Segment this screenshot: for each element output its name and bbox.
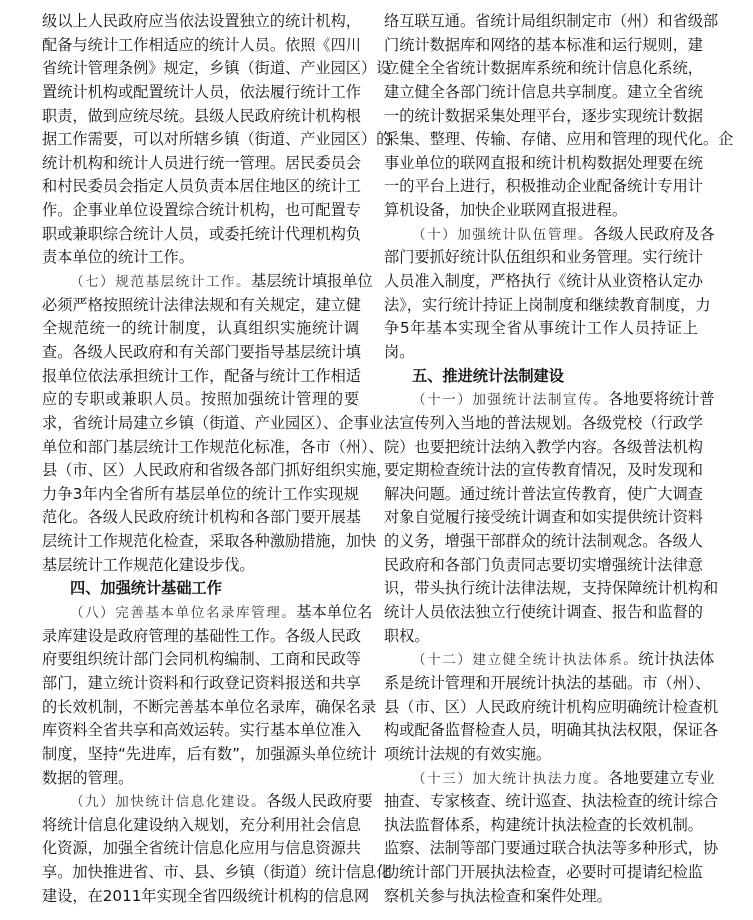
text-line [42,767,359,791]
line-text: 事业单位的联网直报和统计机构数据处理要在统 [384,153,703,172]
line-text: 建立健全各部门统计信息共享制度。建立全省统 [384,82,703,101]
line-text: 求，省统计局建立乡镇（街道、产业园区）、企事业 [42,413,384,432]
paragraph [384,223,715,365]
text-line [384,743,698,767]
text-line [384,128,734,152]
line-text: 责本单位的统计工作。 [42,248,194,267]
left-column [42,10,392,908]
line-text: 单位和部门基层统计工作规范化标准，各市（州）、 [42,437,384,456]
text-line [384,672,711,696]
line-text: 录库建设是政府管理的基础性工作。各级人民政 [42,626,361,645]
section-heading: 四、加强统计基础工作 [70,579,222,598]
text-line [384,412,703,436]
line-text: 络互联互通。省统计局组织制定市（州）和省级部 [384,12,719,30]
line-text: 基层统计填报单位 [251,272,373,291]
line-text: 库资料全省共享和高效运转。实行基本单位准入 [42,721,361,740]
line-text: 必须严格按照统计法律法规和有关规定，建立健 [42,295,361,314]
text-line [384,885,698,909]
text-line [42,436,384,460]
text-line [384,506,703,530]
line-text: 院）也要把统计法纳入教学内容。各级普法机构 [384,437,703,456]
text-line [384,767,715,791]
line-text: 系是统计管理和开展统计执法的基础。市（州）、 [384,673,711,692]
line-text: 报单位依法承担统计工作，配备与统计工作相适 [42,366,361,385]
line-text: 据工作需要，可以对所辖乡镇（街道、产业园区）的 [42,130,392,149]
line-text: 一的平台上进行，积极推动企业配备统计专用计 [384,177,703,196]
text-line [384,317,698,341]
line-text: 统计执法体 [638,650,715,669]
text-line [42,246,359,270]
line-text: 的长效机制，不断完善基本单位名录库，确保名录 [42,697,377,716]
text-line [42,672,359,696]
paragraph [42,601,377,790]
line-text: 部门，建立统计资料和行政登记资料报送和共享 [42,673,361,692]
paragraph-lead-title: （十一）加强统计法制宣传。 [412,392,609,409]
paragraph-lead-title: （十三）加大统计执法力度。 [412,770,609,787]
line-text: 法》，实行统计持证上岗制度和继续教育制度，力 [384,295,711,314]
text-line [42,199,359,223]
line-text: 岗。 [384,342,415,361]
text-line [42,270,373,294]
text-line [42,317,359,341]
paragraph [42,270,392,577]
line-text: 力争3年内全省所有基层单位的统计工作实现规 [42,484,359,503]
line-text: 统计人员依法独立行使统计调查、报告和监督的 [384,603,703,622]
text-line [42,483,359,507]
line-text: 范化。各级人民政府统计机构和各部门要开展基 [42,508,361,527]
text-line [384,246,703,270]
line-text: 门统计数据库和网络的基本标准和运行规则，建 [384,35,703,54]
text-line [42,365,359,389]
text-line [384,554,703,578]
text-line [384,814,703,838]
text-line [384,175,703,199]
paragraph-lead-title: （九）加快统计信息化建设。 [70,794,267,811]
line-text: 察机关参与执法检查和案件处理。 [384,886,612,905]
paragraph-lead-title: （十二）建立健全统计执法体系。 [412,652,639,669]
text-line [384,436,703,460]
line-text: 要定期检查统计法的宣传教育情况，及时发现和 [384,461,703,480]
text-line [384,530,703,554]
line-text: 各地要将统计普 [608,390,715,409]
section-heading: 五、推进统计法制建设 [412,366,564,385]
line-text: 置统计机构或配置统计人员，依法履行统计工作 [42,82,361,101]
line-text: 建设，在2011年实现全省四级统计机构的信息网 [42,886,370,905]
line-text: 助统计部门开展执法检查，必要时可提请纪检监 [384,863,703,882]
text-line [384,152,703,176]
text-line [42,223,359,247]
paragraph [384,767,719,909]
line-text: 法宣传列入当地的普法规划。各级党校（行政学 [384,413,703,432]
line-text: 职权。 [384,626,430,645]
text-line [42,81,359,105]
line-text: 府要组织统计部门会同机构编制、工商和民政等 [42,650,361,669]
line-text: 职责，做到应统尽统。县级人民政府统计机构根 [42,106,361,125]
line-text: 基本单位名 [296,603,373,622]
line-text: 将统计信息化建设纳入规划，充分利用社会信息 [42,815,361,834]
text-line [384,57,703,81]
text-line [384,696,719,720]
text-line [42,128,392,152]
line-text: 识，带头执行统计法律法规，支持保障统计机构和 [384,579,719,598]
text-line [384,459,703,483]
text-line [42,294,359,318]
paragraph [384,388,719,648]
paragraph [384,10,734,223]
text-line [384,199,698,223]
text-line [384,648,715,672]
line-text: 执法监督体系，构建统计执法检查的长效机制。 [384,815,703,834]
line-text: 监察、法制等部门要通过联合执法等多种形式，协 [384,839,719,858]
text-line [42,152,359,176]
text-line [42,814,359,838]
text-line [384,223,715,247]
text-line [42,506,359,530]
text-line [42,601,373,625]
text-line [42,175,359,199]
paragraph-lead-title: （八）完善基本单位名录库管理。 [70,605,297,622]
text-line [384,388,715,412]
line-text: 部门要抓好统计队伍组织和业务管理。实行统计 [384,248,703,267]
line-text: 解决问题。通过统计普法宣传教育，使广大调查 [384,484,703,503]
text-line [42,34,359,58]
text-line [42,530,377,554]
text-line [42,341,359,365]
line-text: 项统计法规的有效实施。 [384,744,552,763]
line-text: 享。加快推进省、市、县、乡镇（街道）统计信息化 [42,863,392,882]
text-line [42,625,359,649]
line-text: 县（市、区）人民政府统计机构应明确统计检查机 [384,697,719,716]
text-line [42,648,359,672]
text-line [384,837,719,861]
text-line [384,270,703,294]
text-line [42,57,392,81]
line-text: 构或配备监督检查人员，明确其执法权限，保证各 [384,721,719,740]
text-line [384,81,703,105]
text-line [42,10,359,34]
line-text: 县（市、区）人民政府和省级各部门抓好组织实施， [42,461,392,480]
text-line [42,719,359,743]
paragraph-lead-title: （十）加强统计队伍管理。 [412,226,594,243]
text-line [42,459,392,483]
line-text: 统计机构和统计人员进行统一管理。居民委员会 [42,153,361,172]
text-line [42,837,359,861]
text-line [384,861,703,885]
paragraph [42,10,392,270]
text-line [384,719,719,743]
line-text: 职或兼职综合统计人员，或委托统计代理机构负 [42,224,361,243]
text-line [42,105,359,129]
paragraph-lead-title: （七）规范基层统计工作。 [70,274,252,291]
line-text: 省统计管理条例》规定，乡镇（街道、产业园区）设 [42,59,392,78]
line-text: 采集、整理、传输、存储、应用和管理的现代化。企 [384,130,734,149]
line-text: 全规范统一的统计制度，认真组织实施统计调 [42,319,359,338]
line-text: 人员准入制度，严格执行《统计从业资格认定办 [384,272,703,291]
text-line [42,388,359,412]
text-line [42,861,392,885]
line-text: 层统计工作规范化检查，采取各种激励措施，加快 [42,532,377,551]
line-text: 抽查、专家核查、统计巡查、执法检查的统计综合 [384,792,719,811]
line-text: 一的统计数据采集处理平台，逐步实现统计数据 [384,106,703,125]
text-line [384,625,698,649]
text-line [384,483,703,507]
line-text: 的义务，增强干部群众的统计法制观念。各级人 [384,532,703,551]
text-line [384,34,703,58]
line-text: 民政府和各部门负责同志要切实增强统计法律意 [384,555,703,574]
line-text: 立健全全省统计数据库系统和统计信息化系统， [384,59,703,78]
right-column [384,10,734,908]
text-line [42,696,377,720]
line-text: 应的专职或兼职人员。按照加强统计管理的要 [42,390,359,409]
text-line [384,294,711,318]
paragraph [384,648,719,766]
line-text: 查。各级人民政府和有关部门要指导基层统计填 [42,342,361,361]
text-line [384,105,703,129]
line-text: 各级人民政府及各 [593,224,715,243]
line-text: 化资源，加强全省统计信息化应用与信息资源共 [42,839,361,858]
text-line [42,885,370,909]
text-line [384,601,703,625]
text-line [42,554,359,578]
text-line [384,341,698,365]
line-text: 作。企事业单位设置综合统计机构，也可配置专 [42,201,361,220]
line-text: 数据的管理。 [42,768,134,787]
line-text: 制度，坚持“先进库，后有数”，加强源头单位统计 [42,744,377,763]
text-line [42,790,373,814]
text-line [384,577,719,601]
line-text: 各级人民政府要 [266,792,373,811]
line-text: 配备与统计工作相适应的统计人员。依照《四川 [42,35,361,54]
line-text: 级以上人民政府应当依法设置独立的统计机构， [42,12,361,30]
text-line [42,412,384,436]
line-text: 各地要建立专业 [608,768,715,787]
text-line [384,10,719,34]
line-text: 对象自觉履行接受统计调查和如实提供统计资料 [384,508,703,527]
paragraph [42,790,392,908]
line-text: 算机设备，加快企业联网直报进程。 [384,201,627,220]
line-text: 和村民委员会指定人员负责本居住地区的统计工 [42,177,361,196]
text-line [42,743,377,767]
line-text: 争5年基本实现全省从事统计工作人员持证上 [384,319,698,338]
line-text: 基层统计工作规范化建设步伐。 [42,555,255,574]
text-line [384,790,719,814]
